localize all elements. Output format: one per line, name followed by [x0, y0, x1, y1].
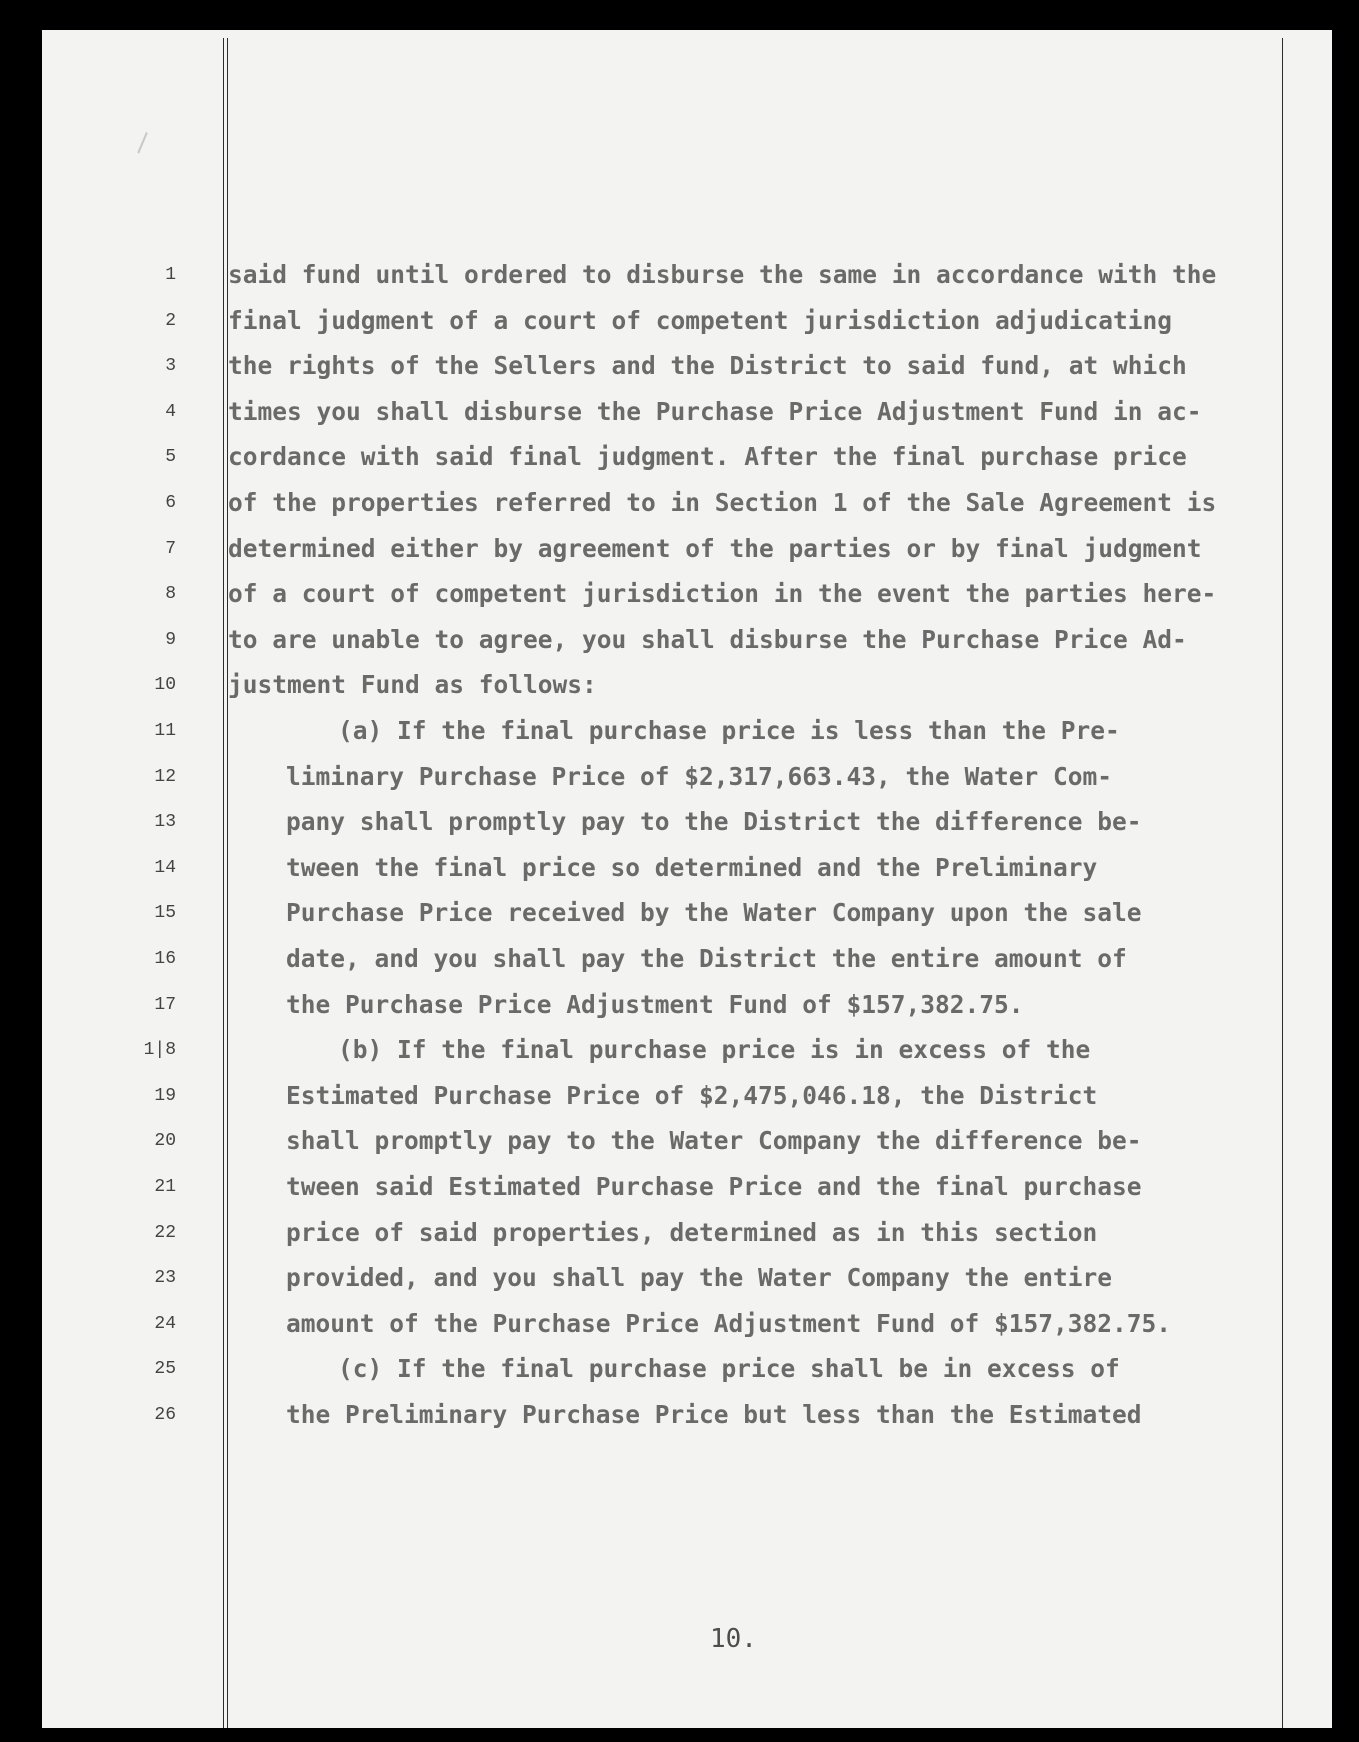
- text-line: tween the final price so determined and the Preliminary: [286, 852, 1098, 882]
- text-line: justment Fund as follows:: [228, 670, 597, 700]
- text-line: Estimated Purchase Price of $2,475,046.18, the District: [286, 1080, 1098, 1110]
- line-number: 6: [165, 493, 176, 513]
- text-line: provided, and you shall pay the Water Company the entire: [286, 1263, 1113, 1293]
- text-line: the Purchase Price Adjustment Fund of $157,382.75.: [286, 989, 1024, 1019]
- line-number: 17: [154, 994, 176, 1015]
- page-number: 10.: [710, 1624, 757, 1654]
- text-line: the Preliminary Purchase Price but less than the Estimated: [286, 1400, 1142, 1429]
- right-margin-rule: [1282, 38, 1283, 1728]
- text-line: date, and you shall pay the District the entire amount of: [286, 944, 1127, 973]
- line-number: 23: [154, 1268, 176, 1289]
- scan-mark: \: [129, 128, 156, 158]
- line-number: 9: [165, 629, 176, 650]
- text-line: pany shall promptly pay to the District the difference be-: [286, 807, 1142, 837]
- line-number: 1|8: [143, 1040, 176, 1061]
- text-line: final judgment of a court of competent jurisdiction adjudicating: [228, 305, 1173, 335]
- line-number: 21: [154, 1177, 176, 1197]
- line-number: 8: [165, 584, 176, 605]
- line-number: 7: [165, 538, 176, 559]
- text-line: said fund until ordered to disburse the same in accordance with the: [228, 260, 1217, 289]
- line-number: 20: [154, 1131, 176, 1152]
- line-number: 4: [165, 401, 176, 422]
- line-number: 1: [165, 265, 176, 285]
- text-line: tween said Estimated Purchase Price and the final purchase: [286, 1172, 1142, 1201]
- text-line: liminary Purchase Price of $2,317,663.43, the Water Com-: [286, 761, 1113, 791]
- line-number: 11: [154, 721, 176, 741]
- line-number: 25: [154, 1359, 176, 1380]
- line-number: 22: [154, 1222, 176, 1243]
- text-line: of a court of competent jurisdiction in the event the parties here-: [228, 579, 1217, 609]
- text-line: (a) If the final purchase price is less than the Pre-: [338, 716, 1120, 745]
- text-line: of the properties referred to in Section 1 of the Sale Agreement is: [228, 488, 1217, 517]
- line-number: 26: [154, 1405, 176, 1425]
- text-line: (c) If the final purchase price shall be in excess of: [338, 1354, 1120, 1384]
- text-line: (b) If the final purchase price is in excess of the: [338, 1035, 1091, 1065]
- line-number: 10: [154, 675, 176, 696]
- line-number: 15: [154, 903, 176, 924]
- document-page: [42, 30, 1332, 1728]
- text-line: amount of the Purchase Price Adjustment Fund of $157,382.75.: [286, 1308, 1172, 1338]
- left-margin-rule-2: [227, 38, 228, 1728]
- line-number: 12: [154, 766, 176, 787]
- line-number: 2: [165, 310, 176, 331]
- text-line: shall promptly pay to the Water Company the difference be-: [286, 1126, 1142, 1156]
- text-line: to are unable to agree, you shall disburse the Purchase Price Ad-: [228, 624, 1187, 654]
- text-line: Purchase Price received by the Water Company upon the sale: [286, 898, 1142, 928]
- line-number: 5: [165, 447, 176, 468]
- line-number: 14: [154, 857, 176, 878]
- line-number: 24: [154, 1313, 176, 1334]
- text-line: the rights of the Sellers and the District to said fund, at which: [228, 351, 1187, 381]
- left-margin-rule-1: [223, 38, 224, 1728]
- line-number: 13: [154, 812, 176, 833]
- line-number: 3: [165, 356, 176, 377]
- line-number: 16: [154, 949, 176, 969]
- text-line: cordance with said final judgment. After the final purchase price: [228, 442, 1187, 472]
- text-line: times you shall disburse the Purchase Price Adjustment Fund in ac-: [228, 396, 1202, 426]
- text-line: determined either by agreement of the parties or by final judgment: [228, 533, 1202, 563]
- text-line: price of said properties, determined as in this section: [286, 1217, 1098, 1247]
- line-number: 19: [154, 1085, 176, 1106]
